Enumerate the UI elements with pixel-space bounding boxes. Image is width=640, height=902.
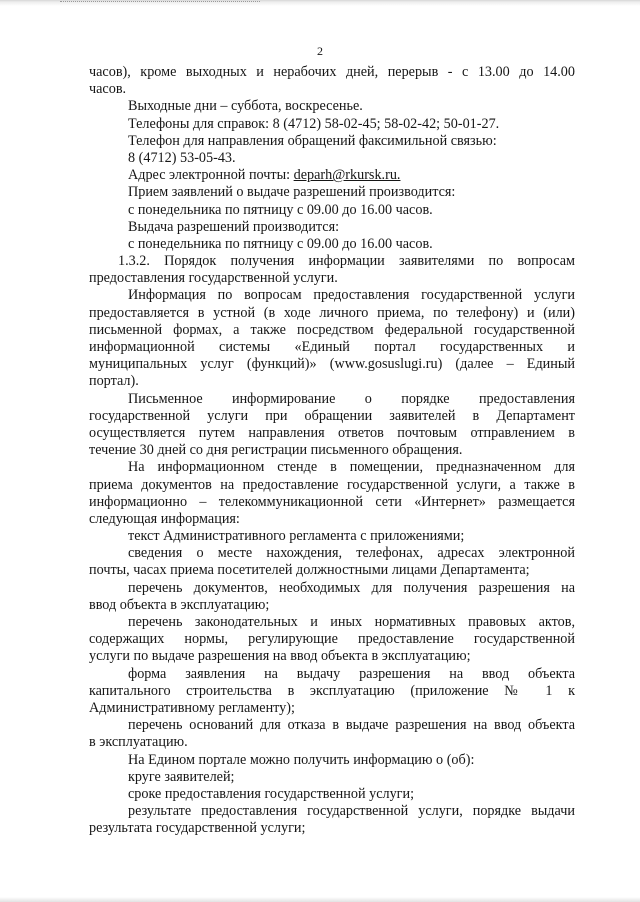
text-line-content: часов), кроме выходных и нерабочих дней, перерыв - с 13.00 до 14.00: [89, 64, 575, 80]
text-line: [89, 752, 575, 769]
text-line: [89, 545, 575, 562]
text-line-content: круге заявителей;: [128, 768, 235, 785]
text-line-content: предоставляется в устной (в ходе личного приема, по телефону) и (или): [89, 304, 575, 321]
text-line-content: Выходные дни – суббота, воскресенье.: [128, 98, 363, 115]
text-line: [89, 322, 575, 339]
text-line-content: ввод объекта в эксплуатацию;: [89, 596, 270, 613]
text-line: [89, 459, 575, 476]
text-line-content: Выдача разрешений производится:: [128, 218, 340, 235]
text-line-content: Письменное информирование о порядке предоставления: [128, 390, 575, 407]
text-line-content: результате предоставления государственной услуги, порядке выдачи: [128, 803, 575, 820]
text-line: [89, 64, 575, 81]
text-line: [89, 666, 575, 683]
text-line-content: форма заявления на выдачу разрешения на ввод объекта: [128, 665, 575, 682]
text-line-content: На Едином портале можно получить информацию о (об):: [128, 751, 475, 768]
text-line: [89, 820, 575, 837]
text-line: [89, 803, 575, 820]
scan-bottom-edge: [0, 897, 640, 902]
text-line: [89, 287, 575, 304]
text-line: [89, 631, 575, 648]
text-line-content: следующая информация:: [89, 510, 240, 527]
text-line: [89, 356, 575, 373]
text-line-content: сведения о месте нахождения, телефонах, адресах электронной: [128, 545, 575, 562]
text-line: [89, 648, 575, 665]
text-line-content: в эксплуатацию.: [89, 734, 188, 751]
scan-top-marks: [60, 1, 260, 5]
text-line-content: часов.: [89, 81, 127, 98]
text-line-content: почты, часах приема посетителей должностными лицами Департамента;: [89, 562, 530, 579]
text-line: [89, 116, 575, 133]
text-line-content: Адрес электронной почты:: [128, 167, 294, 184]
text-line: [89, 408, 575, 425]
text-line-content: с понедельника по пятницу с 09.00 до 16.00 часов.: [128, 201, 433, 218]
text-line: [89, 219, 575, 236]
text-line: [89, 477, 575, 494]
text-line: [89, 184, 575, 201]
text-line-content: перечень документов, необходимых для получения разрешения на: [128, 579, 575, 596]
text-line: [89, 580, 575, 597]
text-line-content: перечень законодательных и иных нормативных правовых актов,: [128, 614, 575, 630]
text-line: [89, 339, 575, 356]
text-line: [89, 700, 575, 717]
text-line: [89, 373, 575, 390]
text-line: [89, 734, 575, 751]
body-text: [89, 64, 575, 837]
text-line: [89, 769, 575, 786]
text-line: [89, 717, 575, 734]
text-line-content: муниципальных услуг (функций)» (www.gosuslugi.ru) (далее – Единый: [89, 356, 575, 373]
text-line: [89, 562, 575, 579]
text-line-content: осуществляется путем направления ответов почтовым отправлением в: [89, 424, 575, 441]
text-line-content: с понедельника по пятницу с 09.00 до 16.00 часов.: [128, 235, 433, 252]
text-line-content: предоставления государственной услуги.: [89, 270, 338, 287]
text-line-content: капитального строительства в эксплуатацию (приложение № 1 к: [89, 682, 575, 699]
text-line-content: текст Административного регламента с приложениями;: [128, 528, 465, 545]
text-line: [89, 253, 575, 270]
text-line-content: 1.3.2. Порядок получения информации заявителями по вопросам: [118, 253, 575, 270]
text-line: [89, 597, 575, 614]
text-line-content: перечень оснований для отказа в выдаче разрешения на ввод объекта: [128, 717, 575, 734]
text-line: [89, 494, 575, 511]
text-line-content: Информация по вопросам предоставления государственной услуги: [128, 287, 575, 304]
page-number: 2: [317, 44, 323, 58]
text-line-content: На информационном стенде в помещении, предназначенном для: [128, 459, 575, 476]
text-line: [89, 786, 575, 803]
text-line-content: 8 (4712) 53-05-43.: [128, 149, 236, 166]
text-line: [89, 167, 575, 184]
text-line-content: портал).: [89, 373, 139, 390]
text-line: [89, 442, 575, 459]
text-line-content: письменной формах, а также посредством федеральной государственной: [89, 321, 575, 338]
text-line: [89, 236, 575, 253]
text-line: [89, 305, 575, 322]
text-line: [89, 98, 575, 115]
text-line: [89, 528, 575, 545]
text-line-content: приема документов на предоставление государственной услуги, а также в: [89, 476, 575, 493]
text-line-content: течение 30 дней со дня регистрации письменного обращения.: [89, 442, 463, 459]
text-line-content: Телефоны для справок: 8 (4712) 58-02-45; 58-02-42; 50-01-27.: [128, 115, 500, 132]
text-line-content: Административному регламенту);: [89, 699, 295, 716]
text-line: [89, 150, 575, 167]
text-line: [89, 202, 575, 219]
text-line: [89, 81, 575, 98]
text-line: [89, 511, 575, 528]
text-line: [89, 683, 575, 700]
text-line-content: сроке предоставления государственной услуги;: [128, 785, 415, 802]
text-line: [89, 425, 575, 442]
text-line-content: информационно – телекоммуникационной сети «Интернет» размещается: [89, 493, 575, 510]
text-line-content: информационной системы «Единый портал государственных и: [89, 339, 575, 355]
text-line-content: государственной услуги при обращении заявителей в Департамент: [89, 407, 575, 424]
text-line: [89, 614, 575, 631]
text-line-content: Телефон для направления обращений факсимильной связью:: [128, 132, 497, 149]
text-line: [89, 133, 575, 150]
email-link[interactable]: deparh@rkursk.ru.: [293, 167, 401, 184]
text-line-content: услуги по выдаче разрешения на ввод объекта в эксплуатацию;: [89, 648, 471, 665]
text-line: [89, 391, 575, 408]
text-line-content: Прием заявлений о выдаче разрешений производится:: [128, 184, 456, 201]
text-line-content: содержащих нормы, регулирующие предоставление государственной: [89, 631, 575, 648]
text-line-content: результата государственной услуги;: [89, 820, 306, 837]
text-line: [89, 270, 575, 287]
